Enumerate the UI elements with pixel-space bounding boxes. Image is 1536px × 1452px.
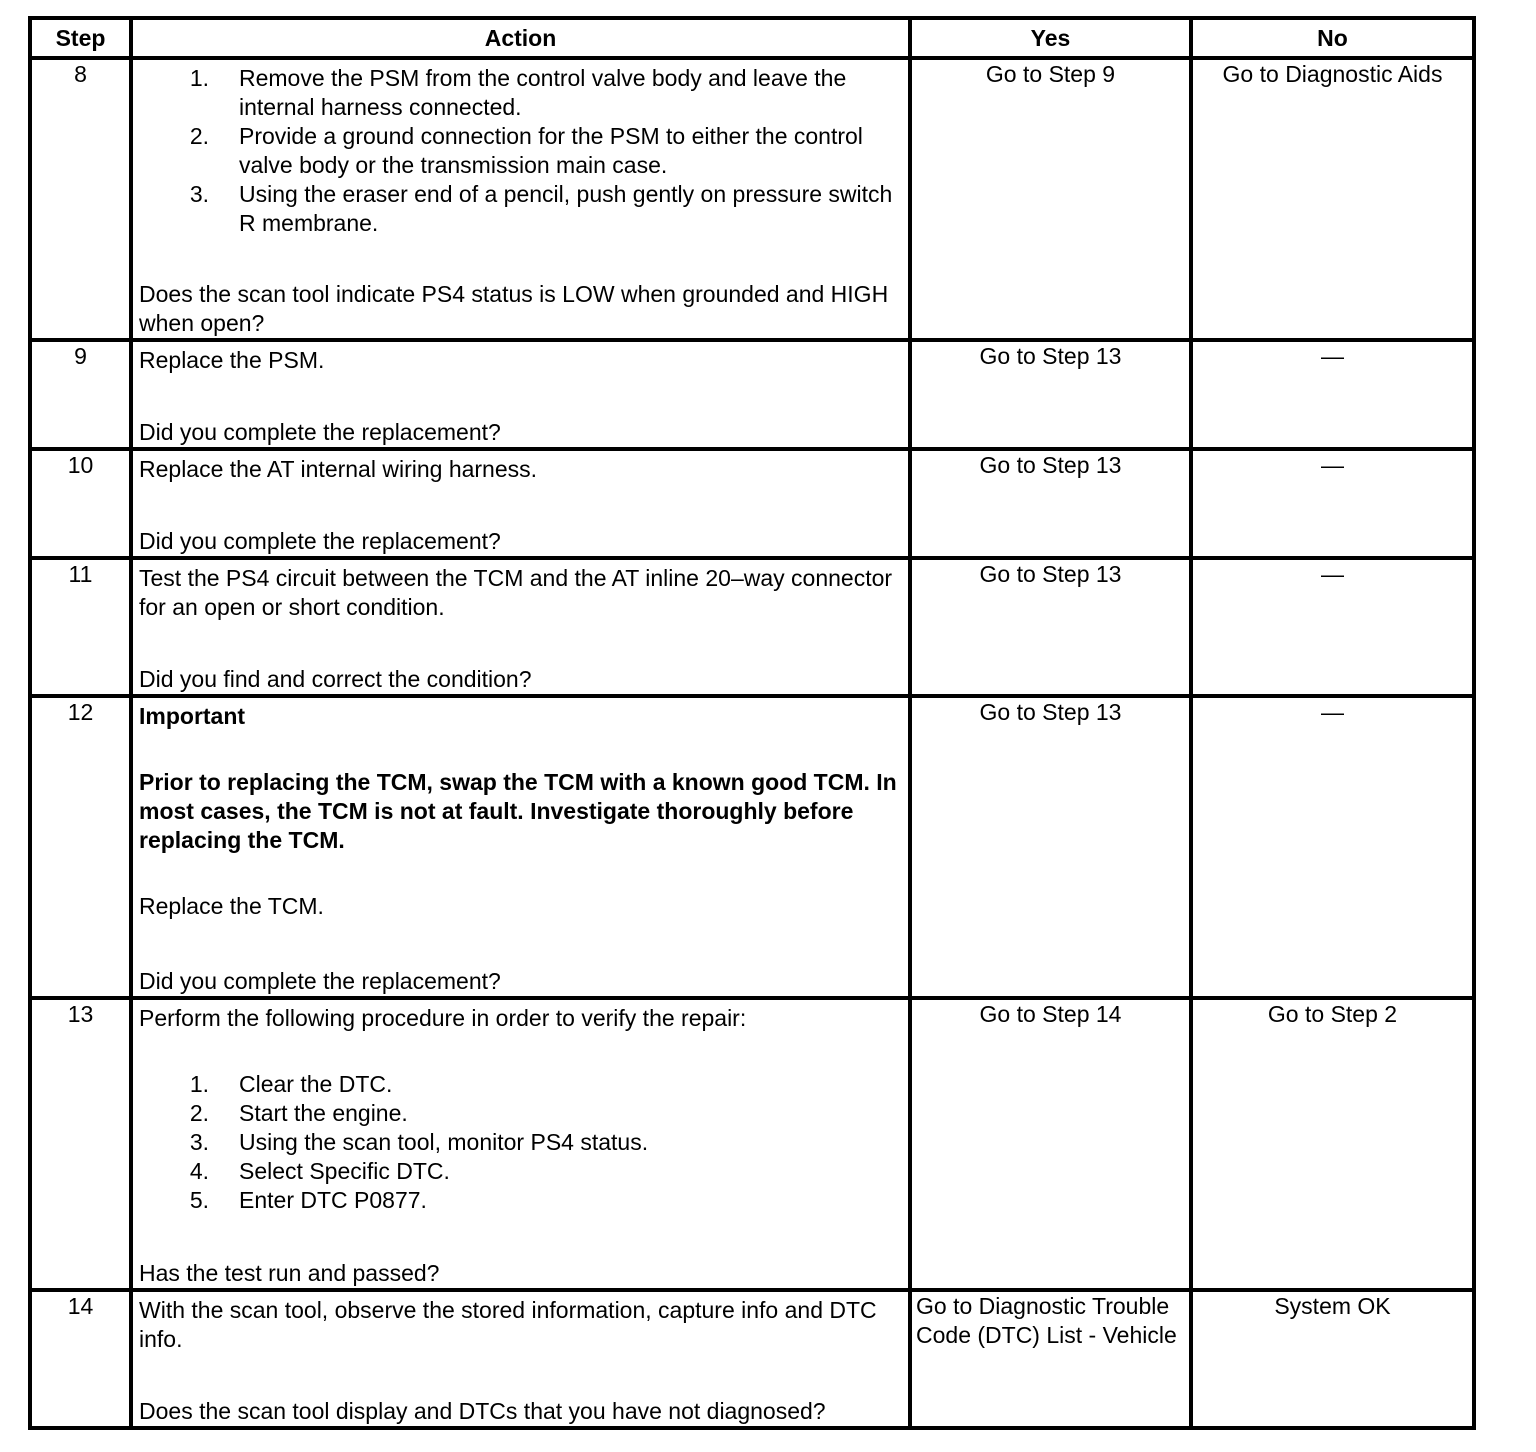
step-number: 8 xyxy=(30,58,131,340)
question-text: Did you complete the replacement? xyxy=(139,968,501,994)
question-text: Has the test run and passed? xyxy=(139,1260,440,1286)
action-text: With the scan tool, observe the stored information, capture info and DTC info. xyxy=(139,1297,877,1352)
table-row xyxy=(30,449,1474,558)
action-text: Replace the TCM. xyxy=(139,893,324,919)
header-no: No xyxy=(1191,18,1474,58)
action-cell xyxy=(131,340,910,449)
no-cell: — xyxy=(1191,558,1474,696)
step-number: 9 xyxy=(30,340,131,449)
important-note: Prior to replacing the TCM, swap the TCM with a known good TCM. In most cases, the TCM is not at fault. Investigate thoroughly before replacing the TCM. xyxy=(139,769,897,853)
no-cell: Go to Diagnostic Aids xyxy=(1191,58,1474,340)
step-number: 12 xyxy=(30,696,131,998)
important-heading: Important xyxy=(139,703,246,729)
action-cell xyxy=(131,696,910,998)
action-text: Replace the PSM. xyxy=(139,347,325,373)
action-cell xyxy=(131,58,910,340)
list-item: 1. Remove the PSM from the control valve body and leave the internal harness connected. xyxy=(189,65,847,120)
yes-cell: Go to Step 13 xyxy=(910,340,1191,449)
list-item: 4. Select Specific DTC. xyxy=(189,1158,450,1184)
list-item: 2. Provide a ground connection for the PSM to either the control valve body or the transmission main case. xyxy=(189,123,863,178)
step-number: 11 xyxy=(30,558,131,696)
header-row xyxy=(30,18,1474,58)
header-action: Action xyxy=(131,18,910,58)
yes-cell: Go to Step 14 xyxy=(910,998,1191,1290)
step-number: 14 xyxy=(30,1290,131,1428)
action-text: Test the PS4 circuit between the TCM and the AT inline 20–way connector for an open or short condition. xyxy=(139,565,893,620)
no-cell: System OK xyxy=(1191,1290,1474,1428)
action-cell xyxy=(131,449,910,558)
action-text: Replace the AT internal wiring harness. xyxy=(139,456,538,482)
question-text: Did you complete the replacement? xyxy=(139,528,501,554)
table-row xyxy=(30,1290,1474,1428)
yes-cell: Go to Step 13 xyxy=(910,558,1191,696)
list-item: 3. Using the eraser end of a pencil, push gently on pressure switch R membrane. xyxy=(189,181,893,236)
table-row xyxy=(30,696,1474,998)
table-row xyxy=(30,998,1474,1290)
table-row xyxy=(30,340,1474,449)
table-row xyxy=(30,558,1474,696)
yes-cell: Go to Diagnostic Trouble Code (DTC) List - Vehicle xyxy=(910,1290,1191,1428)
no-cell: — xyxy=(1191,696,1474,998)
question-text: Did you complete the replacement? xyxy=(139,419,501,445)
question-text: Does the scan tool indicate PS4 status is LOW when grounded and HIGH when open? xyxy=(139,281,889,336)
no-cell: — xyxy=(1191,449,1474,558)
header-step: Step xyxy=(30,18,131,58)
diagnostic-table xyxy=(28,16,1476,1430)
step-number: 13 xyxy=(30,998,131,1290)
yes-cell: Go to Step 9 xyxy=(910,58,1191,340)
no-cell: Go to Step 2 xyxy=(1191,998,1474,1290)
action-cell xyxy=(131,558,910,696)
action-cell xyxy=(131,1290,910,1428)
question-text: Does the scan tool display and DTCs that you have not diagnosed? xyxy=(139,1398,826,1424)
action-text: Perform the following procedure in order to verify the repair: xyxy=(139,1005,747,1031)
action-cell xyxy=(131,998,910,1290)
step-number: 10 xyxy=(30,449,131,558)
question-text: Did you find and correct the condition? xyxy=(139,666,532,692)
list-item: 5. Enter DTC P0877. xyxy=(189,1187,427,1213)
yes-cell: Go to Step 13 xyxy=(910,696,1191,998)
no-cell: — xyxy=(1191,340,1474,449)
header-yes: Yes xyxy=(910,18,1191,58)
table-row xyxy=(30,58,1474,340)
list-item: 3. Using the scan tool, monitor PS4 status. xyxy=(189,1129,649,1155)
list-item: 1. Clear the DTC. xyxy=(189,1071,393,1097)
procedure-list xyxy=(139,1070,902,1215)
procedure-list xyxy=(139,64,902,238)
list-item: 2. Start the engine. xyxy=(189,1100,408,1126)
yes-cell: Go to Step 13 xyxy=(910,449,1191,558)
